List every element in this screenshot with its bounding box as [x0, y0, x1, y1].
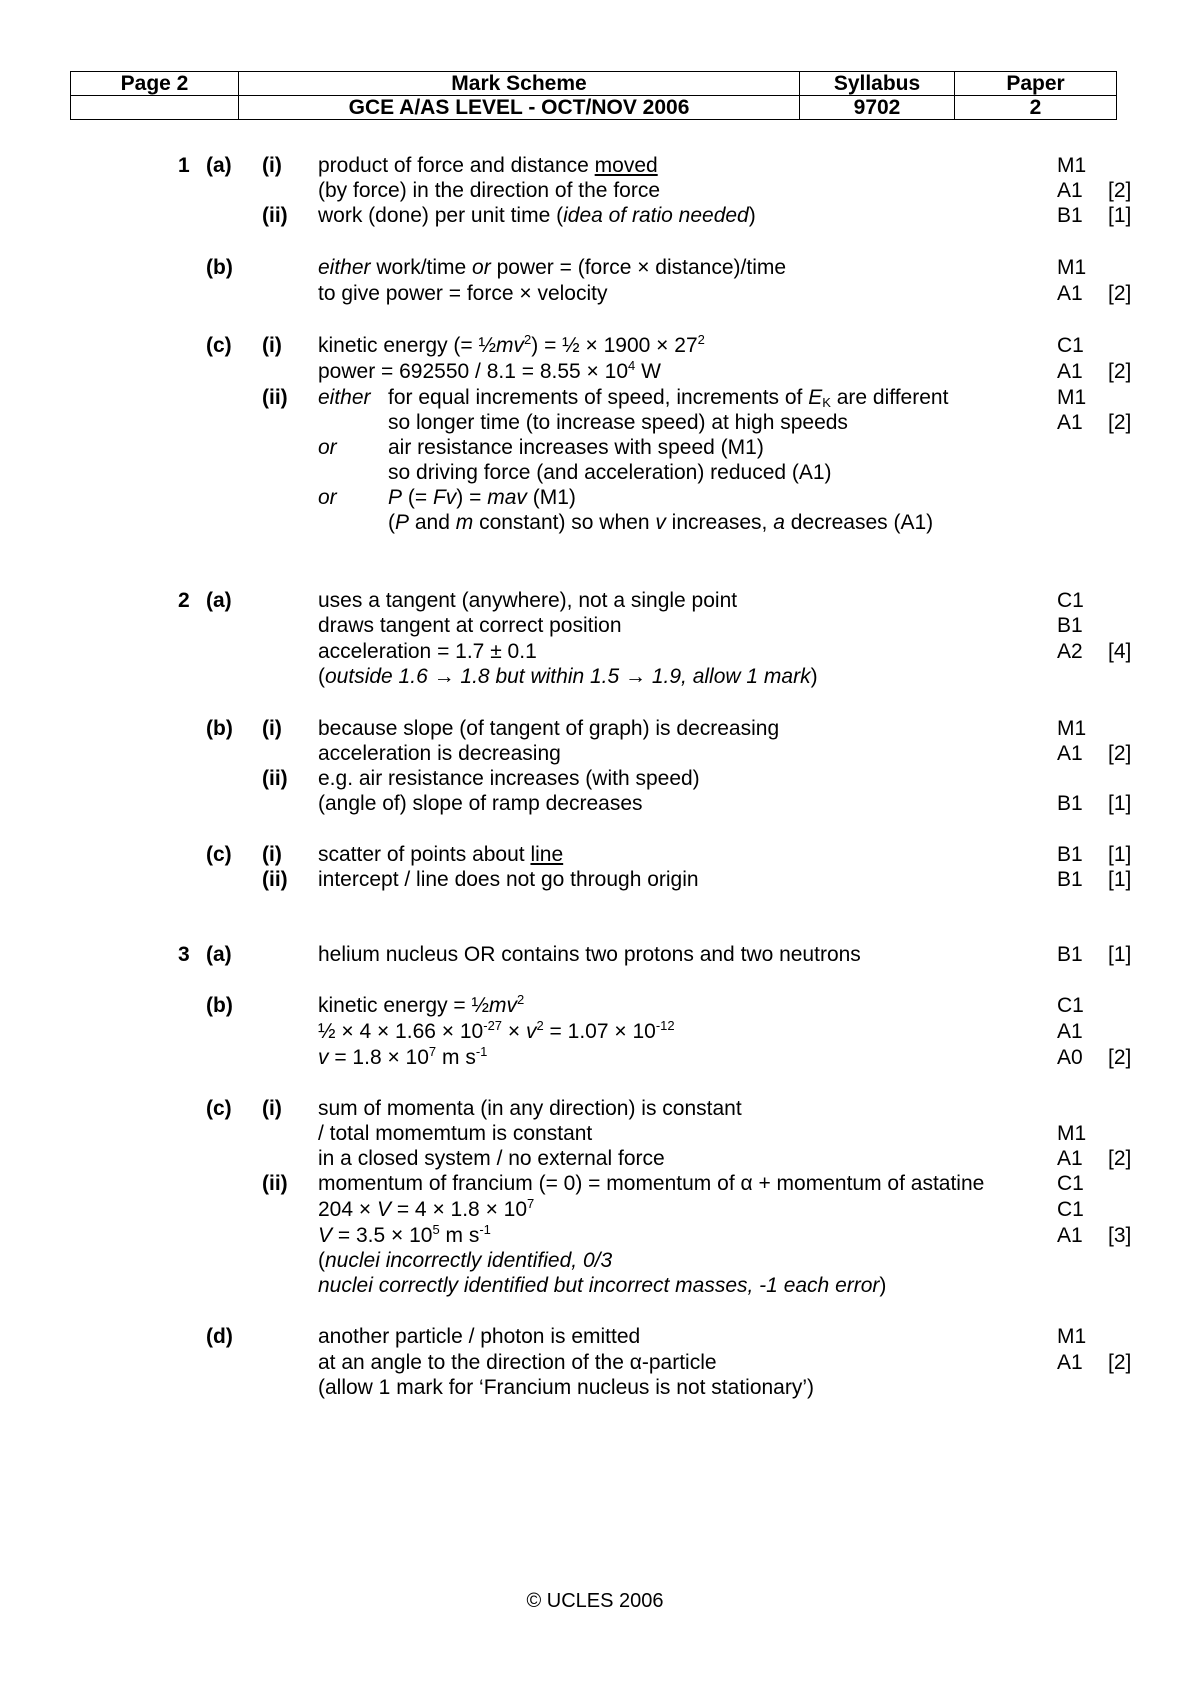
mark-code: C1: [1057, 334, 1084, 357]
mark-code: M1: [1057, 256, 1087, 279]
part-label: (b): [206, 994, 233, 1017]
mark-code: A2: [1057, 640, 1083, 663]
syllabus-code: 9702: [800, 96, 955, 120]
part-label: (c): [206, 334, 232, 357]
mark-total: [2]: [1108, 742, 1132, 765]
mark-code: A1: [1057, 360, 1083, 383]
mark-code: A1: [1057, 742, 1083, 765]
exam-title: GCE A/AS LEVEL - OCT/NOV 2006: [239, 96, 800, 120]
syllabus-label: Syllabus: [800, 72, 955, 96]
answer-text: either: [318, 386, 371, 409]
answer-text: e.g. air resistance increases (with speed): [318, 767, 700, 790]
answer-text: ½ × $4 \times 1.66 \times 10^{-27} \times v^2 = 1.07 \times 10^{-12}$: [318, 1018, 675, 1043]
mark-code: M1: [1057, 154, 1087, 177]
answer-text: or: [318, 486, 337, 509]
mark-total: [1]: [1108, 792, 1132, 815]
mark-code: B1: [1057, 943, 1083, 966]
mark-code: A1: [1057, 1020, 1083, 1043]
answer-text: another particle / photon is emitted: [318, 1325, 641, 1348]
mark-code: C1: [1057, 994, 1084, 1017]
mark-code: M1: [1057, 1325, 1087, 1348]
answer-text: / total momemtum is constant: [318, 1122, 593, 1145]
subpart-label: (ii): [262, 204, 288, 227]
mark-total: [2]: [1108, 179, 1132, 202]
answer-text: $204 \times V = 4 \times 1.8 \times 10^7$: [318, 1196, 535, 1221]
mark-total: [1]: [1108, 843, 1132, 866]
mark-total: [3]: [1108, 1224, 1132, 1247]
subpart-label: (i): [262, 334, 282, 357]
answer-text: kinetic energy = $\frac{1}{2}mv^2$: [318, 992, 525, 1017]
subpart-label: (ii): [262, 868, 288, 891]
part-label: (d): [206, 1325, 233, 1348]
answer-text: (by force) in the direction of the force: [318, 179, 660, 202]
mark-total: [4]: [1108, 640, 1132, 663]
part-label: (a): [206, 589, 232, 612]
answer-text: because slope (of tangent of graph) is decreasing: [318, 717, 780, 740]
answer-text: or: [318, 436, 337, 459]
answer-text: product of force and distance moved: [318, 154, 658, 177]
answer-text: acceleration = 1.7 ± 0.1: [318, 640, 537, 663]
mark-code: B1: [1057, 614, 1083, 637]
mark-code: A0: [1057, 1046, 1083, 1069]
blank-cell: [71, 96, 239, 120]
answer-text: (angle of) slope of ramp decreases: [318, 792, 643, 815]
answer-text: (allow 1 mark for ‘Francium nucleus is not stationary’): [318, 1376, 815, 1399]
answer-text: kinetic energy (= $\frac{1}{2}mv^2$) = ½ × $1900 \times 27^2$: [318, 332, 705, 357]
paper-number: 2: [955, 96, 1117, 120]
question-number: 3: [178, 943, 190, 966]
mark-code: C1: [1057, 589, 1084, 612]
answer-text: sum of momenta (in any direction) is constant: [318, 1097, 742, 1120]
subpart-label: (ii): [262, 767, 288, 790]
subpart-label: (ii): [262, 386, 288, 409]
answer-text: to give power = force × velocity: [318, 282, 608, 305]
part-label: (b): [206, 256, 233, 279]
answer-text: intercept / line does not go through origin: [318, 868, 699, 891]
answer-text: scatter of points about line: [318, 843, 564, 866]
subpart-label: (i): [262, 843, 282, 866]
header-table: [70, 71, 1117, 120]
answer-text: $V = 3.5 \times 10^5$ m $s^{-1}$: [318, 1222, 491, 1247]
mark-code: A1: [1057, 179, 1083, 202]
answer-text-indented: air resistance increases with speed (M1): [388, 436, 764, 459]
mark-total: [2]: [1108, 1351, 1132, 1374]
answer-text: in a closed system / no external force: [318, 1147, 665, 1170]
answer-text-indented: so driving force (and acceleration) reduced (A1): [388, 461, 832, 484]
mark-code: B1: [1057, 204, 1083, 227]
subpart-label: (i): [262, 154, 282, 177]
mark-code: B1: [1057, 843, 1083, 866]
answer-text: draws tangent at correct position: [318, 614, 622, 637]
mark-code: A1: [1057, 411, 1083, 434]
part-label: (a): [206, 943, 232, 966]
answer-text: uses a tangent (anywhere), not a single point: [318, 589, 738, 612]
paper-label: Paper: [955, 72, 1117, 96]
mark-code: M1: [1057, 386, 1087, 409]
mark-code: M1: [1057, 1122, 1087, 1145]
mark-total: [2]: [1108, 1147, 1132, 1170]
question-number: 2: [178, 589, 190, 612]
mark-total: [2]: [1108, 360, 1132, 383]
question-number: 1: [178, 154, 190, 177]
mark-code: A1: [1057, 282, 1083, 305]
answer-text-indented: for equal increments of speed, increments of $E_K$ are different: [388, 386, 949, 410]
subpart-label: (i): [262, 1097, 282, 1120]
mark-total: [1]: [1108, 868, 1132, 891]
answer-text: nuclei correctly identified but incorrect masses, -1 each error): [318, 1274, 887, 1297]
part-label: (a): [206, 154, 232, 177]
answer-text: $v = 1.8 \times 10^7$ m $s^{-1}$: [318, 1044, 488, 1069]
doc-title: Mark Scheme: [239, 72, 800, 96]
part-label: (c): [206, 1097, 232, 1120]
mark-code: B1: [1057, 792, 1083, 815]
answer-text: either work/time or power = (force × distance)/time: [318, 256, 787, 279]
mark-code: A1: [1057, 1147, 1083, 1170]
mark-code: C1: [1057, 1172, 1084, 1195]
answer-text: (nuclei incorrectly identified, 0/3: [318, 1249, 613, 1272]
mark-total: [2]: [1108, 282, 1132, 305]
answer-text: helium nucleus OR contains two protons and two neutrons: [318, 943, 861, 966]
copyright-footer: © UCLES 2006: [526, 1590, 664, 1612]
answer-text-indented: (P and m constant) so when v increases, a decreases (A1): [388, 511, 934, 534]
subpart-label: (i): [262, 717, 282, 740]
answer-text-indented: so longer time (to increase speed) at high speeds: [388, 411, 848, 434]
answer-text: acceleration is decreasing: [318, 742, 561, 765]
answer-text: (outside 1.6 → 1.8 but within 1.5 → 1.9, allow 1 mark): [318, 665, 818, 688]
answer-text: work (done) per unit time (idea of ratio needed): [318, 204, 756, 227]
part-label: (c): [206, 843, 232, 866]
mark-code: B1: [1057, 868, 1083, 891]
mark-total: [1]: [1108, 943, 1132, 966]
page-label: Page 2: [71, 72, 239, 96]
answer-text: power = $692550 / 8.1 = 8.55 \times 10^4$ W: [318, 358, 661, 383]
answer-text: momentum of francium (= 0) = momentum of α + momentum of astatine: [318, 1172, 985, 1195]
mark-code: A1: [1057, 1351, 1083, 1374]
answer-text: at an angle to the direction of the α-particle: [318, 1351, 717, 1374]
mark-code: A1: [1057, 1224, 1083, 1247]
part-label: (b): [206, 717, 233, 740]
answer-text-indented: P (= Fv) = mav (M1): [388, 486, 576, 509]
mark-code: C1: [1057, 1198, 1084, 1221]
mark-total: [1]: [1108, 204, 1132, 227]
subpart-label: (ii): [262, 1172, 288, 1195]
mark-code: M1: [1057, 717, 1087, 740]
mark-total: [2]: [1108, 411, 1132, 434]
mark-total: [2]: [1108, 1046, 1132, 1069]
